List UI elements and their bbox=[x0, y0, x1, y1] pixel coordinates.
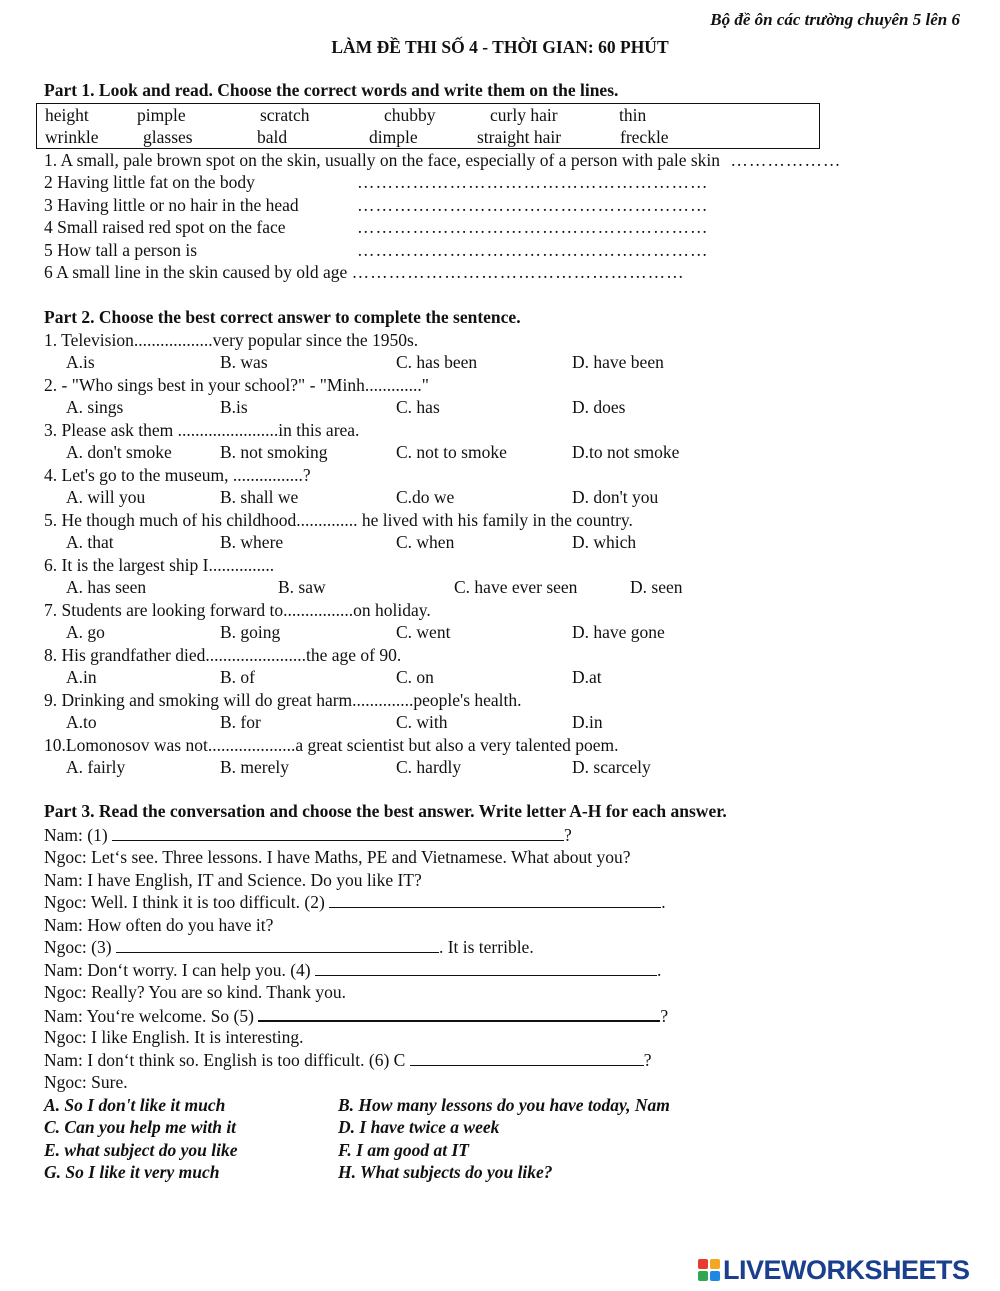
answer-blank[interactable]: ……………………………………………… bbox=[351, 262, 685, 282]
part3-title: Part 3. Read the conversation and choose the best answer. Write letter A-H for each answer. bbox=[44, 801, 727, 821]
answer-blank[interactable]: ………………………………………………… bbox=[357, 217, 709, 237]
option-f: F. I am good at IT bbox=[338, 1140, 469, 1160]
header-note: Bộ đề ôn các trường chuyên 5 lên 6 bbox=[710, 10, 960, 29]
question-1-option-c[interactable]: C. has been bbox=[396, 352, 478, 372]
conversation-line-6: Ngoc: (3) . It is terrible. bbox=[44, 937, 534, 957]
question-9-option-a[interactable]: A.to bbox=[66, 712, 97, 732]
conversation-line-7: Nam: Don‘t worry. I can help you. (4) . bbox=[44, 960, 662, 980]
question-10: 10.Lomonosov was not....................a great scientist but also a very talented poem. bbox=[44, 735, 619, 755]
option-c: C. Can you help me with it bbox=[44, 1117, 237, 1137]
question-8-option-a[interactable]: A.in bbox=[66, 667, 97, 687]
question-1-option-a[interactable]: A.is bbox=[66, 352, 95, 372]
question-3-option-a[interactable]: A. don't smoke bbox=[66, 442, 172, 462]
question-7-option-b[interactable]: B. going bbox=[220, 622, 281, 642]
part1-item-2: 2 Having little fat on the body bbox=[44, 172, 255, 192]
question-7-option-d[interactable]: D. have gone bbox=[572, 622, 665, 642]
word-pimple: pimple bbox=[137, 105, 186, 125]
conversation-line-8: Ngoc: Really? You are so kind. Thank you. bbox=[44, 982, 347, 1002]
question-9-option-c[interactable]: C. with bbox=[396, 712, 448, 732]
answer-blank-1[interactable] bbox=[112, 824, 564, 841]
word-height: height bbox=[45, 105, 89, 125]
question-4-option-a[interactable]: A. will you bbox=[66, 487, 146, 507]
question-6-option-b[interactable]: B. saw bbox=[278, 577, 326, 597]
question-5-option-b[interactable]: B. where bbox=[220, 532, 284, 552]
answer-blank-5[interactable] bbox=[258, 1004, 660, 1022]
conversation-line-1: Nam: (1) ? bbox=[44, 825, 572, 845]
question-5-option-a[interactable]: A. that bbox=[66, 532, 114, 552]
conversation-line-5: Nam: How often do you have it? bbox=[44, 915, 274, 935]
answer-blank[interactable]: ………………………………………………… bbox=[357, 172, 709, 192]
question-5-option-c[interactable]: C. when bbox=[396, 532, 455, 552]
question-10-option-a[interactable]: A. fairly bbox=[66, 757, 126, 777]
conversation-line-4: Ngoc: Well. I think it is too difficult. (2) . bbox=[44, 892, 666, 912]
question-5: 5. He though much of his childhood.............. he lived with his family in the country. bbox=[44, 510, 633, 530]
liveworksheets-icon bbox=[698, 1259, 720, 1281]
question-3-option-d[interactable]: D.to not smoke bbox=[572, 442, 680, 462]
part1-item-6: 6 A small line in the skin caused by old age ……………………………………………… bbox=[44, 262, 685, 282]
word-bald: bald bbox=[257, 127, 288, 147]
part1-item-5: 5 How tall a person is bbox=[44, 240, 198, 260]
question-4: 4. Let's go to the museum, ................? bbox=[44, 465, 311, 485]
option-h: H. What subjects do you like? bbox=[338, 1162, 553, 1182]
logo-text: LIVEWORKSHEETS bbox=[723, 1254, 970, 1285]
question-2-option-b[interactable]: B.is bbox=[220, 397, 248, 417]
question-1-option-b[interactable]: B. was bbox=[220, 352, 268, 372]
question-10-option-d[interactable]: D. scarcely bbox=[572, 757, 651, 777]
answer-blank-3[interactable] bbox=[116, 936, 439, 953]
conversation-line-2: Ngoc: Let‘s see. Three lessons. I have Maths, PE and Vietnamese. What about you? bbox=[44, 847, 631, 867]
answer-blank[interactable]: ………………………………………………… bbox=[357, 240, 709, 260]
question-7-option-a[interactable]: A. go bbox=[66, 622, 105, 642]
question-8-option-d[interactable]: D.at bbox=[572, 667, 602, 687]
question-5-option-d[interactable]: D. which bbox=[572, 532, 637, 552]
question-1: 1. Television..................very popular since the 1950s. bbox=[44, 330, 419, 350]
question-9-option-b[interactable]: B. for bbox=[220, 712, 261, 732]
part1-title: Part 1. Look and read. Choose the correct words and write them on the lines. bbox=[44, 80, 619, 100]
answer-blank-2[interactable] bbox=[329, 891, 661, 908]
answer-blank-6[interactable] bbox=[410, 1049, 644, 1066]
question-2: 2. - "Who sings best in your school?" - "Minh............." bbox=[44, 375, 429, 395]
question-2-option-a[interactable]: A. sings bbox=[66, 397, 124, 417]
conversation-line-10: Ngoc: I like English. It is interesting. bbox=[44, 1027, 304, 1047]
part1-item-4: 4 Small raised red spot on the face bbox=[44, 217, 286, 237]
question-9-option-d[interactable]: D.in bbox=[572, 712, 603, 732]
word-scratch: scratch bbox=[260, 105, 310, 125]
liveworksheets-logo bbox=[698, 1255, 970, 1285]
question-8-option-c[interactable]: C. on bbox=[396, 667, 434, 687]
question-7-option-c[interactable]: C. went bbox=[396, 622, 451, 642]
question-4-option-b[interactable]: B. shall we bbox=[220, 487, 299, 507]
question-6-option-a[interactable]: A. has seen bbox=[66, 577, 147, 597]
option-a: A. So I don't like it much bbox=[44, 1095, 226, 1115]
conversation-line-11: Nam: I don‘t think so. English is too difficult. (6) C ? bbox=[44, 1050, 652, 1070]
question-4-option-d[interactable]: D. don't you bbox=[572, 487, 659, 507]
option-b: B. How many lessons do you have today, Nam bbox=[338, 1095, 670, 1115]
word-wrinkle: wrinkle bbox=[45, 127, 99, 147]
word-freckle: freckle bbox=[620, 127, 669, 147]
question-9: 9. Drinking and smoking will do great harm..............people's health. bbox=[44, 690, 522, 710]
question-4-option-c[interactable]: C.do we bbox=[396, 487, 455, 507]
option-d: D. I have twice a week bbox=[338, 1117, 500, 1137]
question-6-option-c[interactable]: C. have ever seen bbox=[454, 577, 578, 597]
question-6-option-d[interactable]: D. seen bbox=[630, 577, 683, 597]
question-10-option-c[interactable]: C. hardly bbox=[396, 757, 462, 777]
question-2-option-c[interactable]: C. has bbox=[396, 397, 440, 417]
conversation-line-12: Ngoc: Sure. bbox=[44, 1072, 128, 1092]
word-box bbox=[36, 103, 820, 149]
answer-blank[interactable]: ……………… bbox=[730, 150, 842, 170]
word-chubby: chubby bbox=[384, 105, 436, 125]
question-3-option-c[interactable]: C. not to smoke bbox=[396, 442, 507, 462]
question-2-option-d[interactable]: D. does bbox=[572, 397, 626, 417]
word-straight-hair: straight hair bbox=[477, 127, 562, 147]
word-thin: thin bbox=[619, 105, 647, 125]
word-dimple: dimple bbox=[369, 127, 418, 147]
option-g: G. So I like it very much bbox=[44, 1162, 220, 1182]
option-e: E. what subject do you like bbox=[44, 1140, 238, 1160]
question-10-option-b[interactable]: B. merely bbox=[220, 757, 290, 777]
conversation-line-3: Nam: I have English, IT and Science. Do you like IT? bbox=[44, 870, 422, 890]
part2-title: Part 2. Choose the best correct answer to complete the sentence. bbox=[44, 307, 521, 327]
part1-item-3: 3 Having little or no hair in the head bbox=[44, 195, 299, 215]
question-1-option-d[interactable]: D. have been bbox=[572, 352, 664, 372]
question-7: 7. Students are looking forward to................on holiday. bbox=[44, 600, 431, 620]
question-8: 8. His grandfather died.......................the age of 90. bbox=[44, 645, 402, 665]
exam-title: LÀM ĐỀ THI SỐ 4 - THỜI GIAN: 60 PHÚT bbox=[331, 37, 669, 57]
answer-blank[interactable]: ………………………………………………… bbox=[357, 195, 709, 215]
word-glasses: glasses bbox=[143, 127, 193, 147]
answer-blank-4[interactable] bbox=[315, 959, 657, 976]
question-6: 6. It is the largest ship I............... bbox=[44, 555, 275, 575]
word-curly-hair: curly hair bbox=[490, 105, 558, 125]
conversation-line-9: Nam: You‘re welcome. So (5) ? bbox=[44, 1006, 669, 1026]
part1-item-1: 1. A small, pale brown spot on the skin, usually on the face, especially of a person with pale skin ……………… bbox=[44, 150, 842, 170]
question-3: 3. Please ask them .......................in this area. bbox=[44, 420, 360, 440]
question-8-option-b[interactable]: B. of bbox=[220, 667, 255, 687]
question-3-option-b[interactable]: B. not smoking bbox=[220, 442, 328, 462]
